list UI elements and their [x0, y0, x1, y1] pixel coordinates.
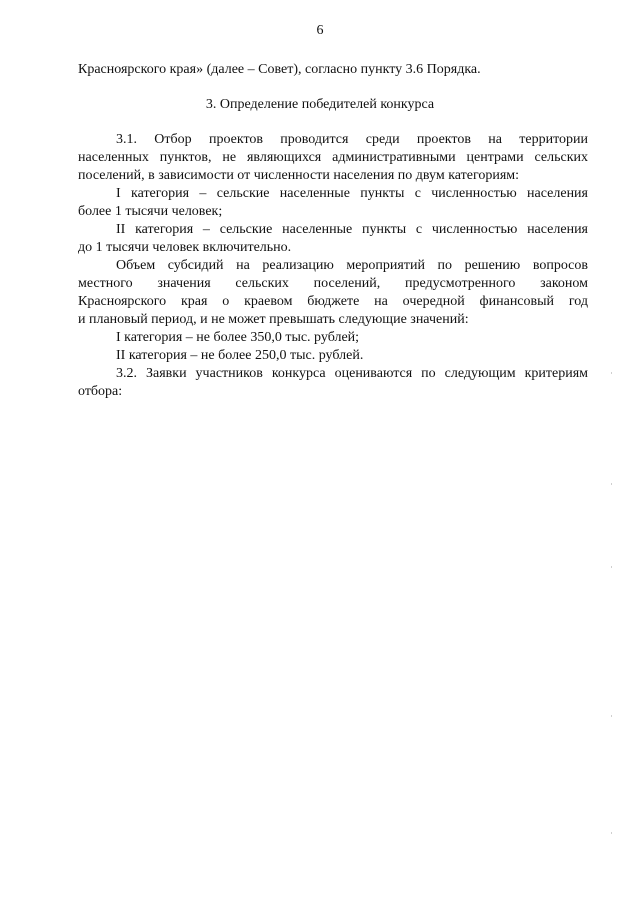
continuation-line: Красноярского края» (далее – Совет), согласно пункту 3.6 Порядка. — [78, 62, 481, 77]
paragraph-3-1-line-3: поселений, в зависимости от численности населения по двум категориям: — [78, 168, 520, 183]
category-1-line-1: I категория – сельские населенные пункты с численностью населения — [116, 186, 588, 201]
paragraph-3-2-line-2: отбора: — [78, 384, 123, 399]
category-1-line-2: более 1 тысячи человек; — [78, 204, 223, 219]
subsidy-paragraph-line-3: Красноярского края о краевом бюджете на очередной финансовый год — [78, 294, 588, 309]
scan-speck — [611, 566, 612, 568]
scan-speck — [611, 715, 612, 717]
paragraph-3-2-line-1: 3.2. Заявки участников конкурса оцениваются по следующим критериям — [116, 366, 588, 381]
scan-speck — [611, 372, 612, 374]
category-2-line-1: II категория – сельские населенные пункты с численностью населения — [116, 222, 588, 237]
paragraph-3-1-line-2: населенных пунктов, не являющихся административными центрами сельских — [78, 150, 588, 165]
paragraph-3-1-line-1: 3.1. Отбор проектов проводится среди проектов на территории — [116, 132, 588, 147]
section-heading: 3. Определение победителей конкурса — [205, 97, 435, 112]
limit-category-1: I категория – не более 350,0 тыс. рублей; — [116, 330, 360, 345]
scan-speck — [611, 832, 612, 834]
category-2-line-2: до 1 тысячи человек включительно. — [78, 240, 292, 255]
scan-speck — [611, 483, 612, 485]
page-number: 6 — [316, 23, 324, 38]
subsidy-paragraph-line-2: местного значения сельских поселений, предусмотренного законом — [78, 276, 588, 291]
limit-category-2: II категория – не более 250,0 тыс. рублей. — [116, 348, 364, 363]
subsidy-paragraph-line-1: Объем субсидий на реализацию мероприятий по решению вопросов — [116, 258, 588, 273]
subsidy-paragraph-line-4: и плановый период, и не может превышать следующие значений: — [78, 312, 469, 327]
